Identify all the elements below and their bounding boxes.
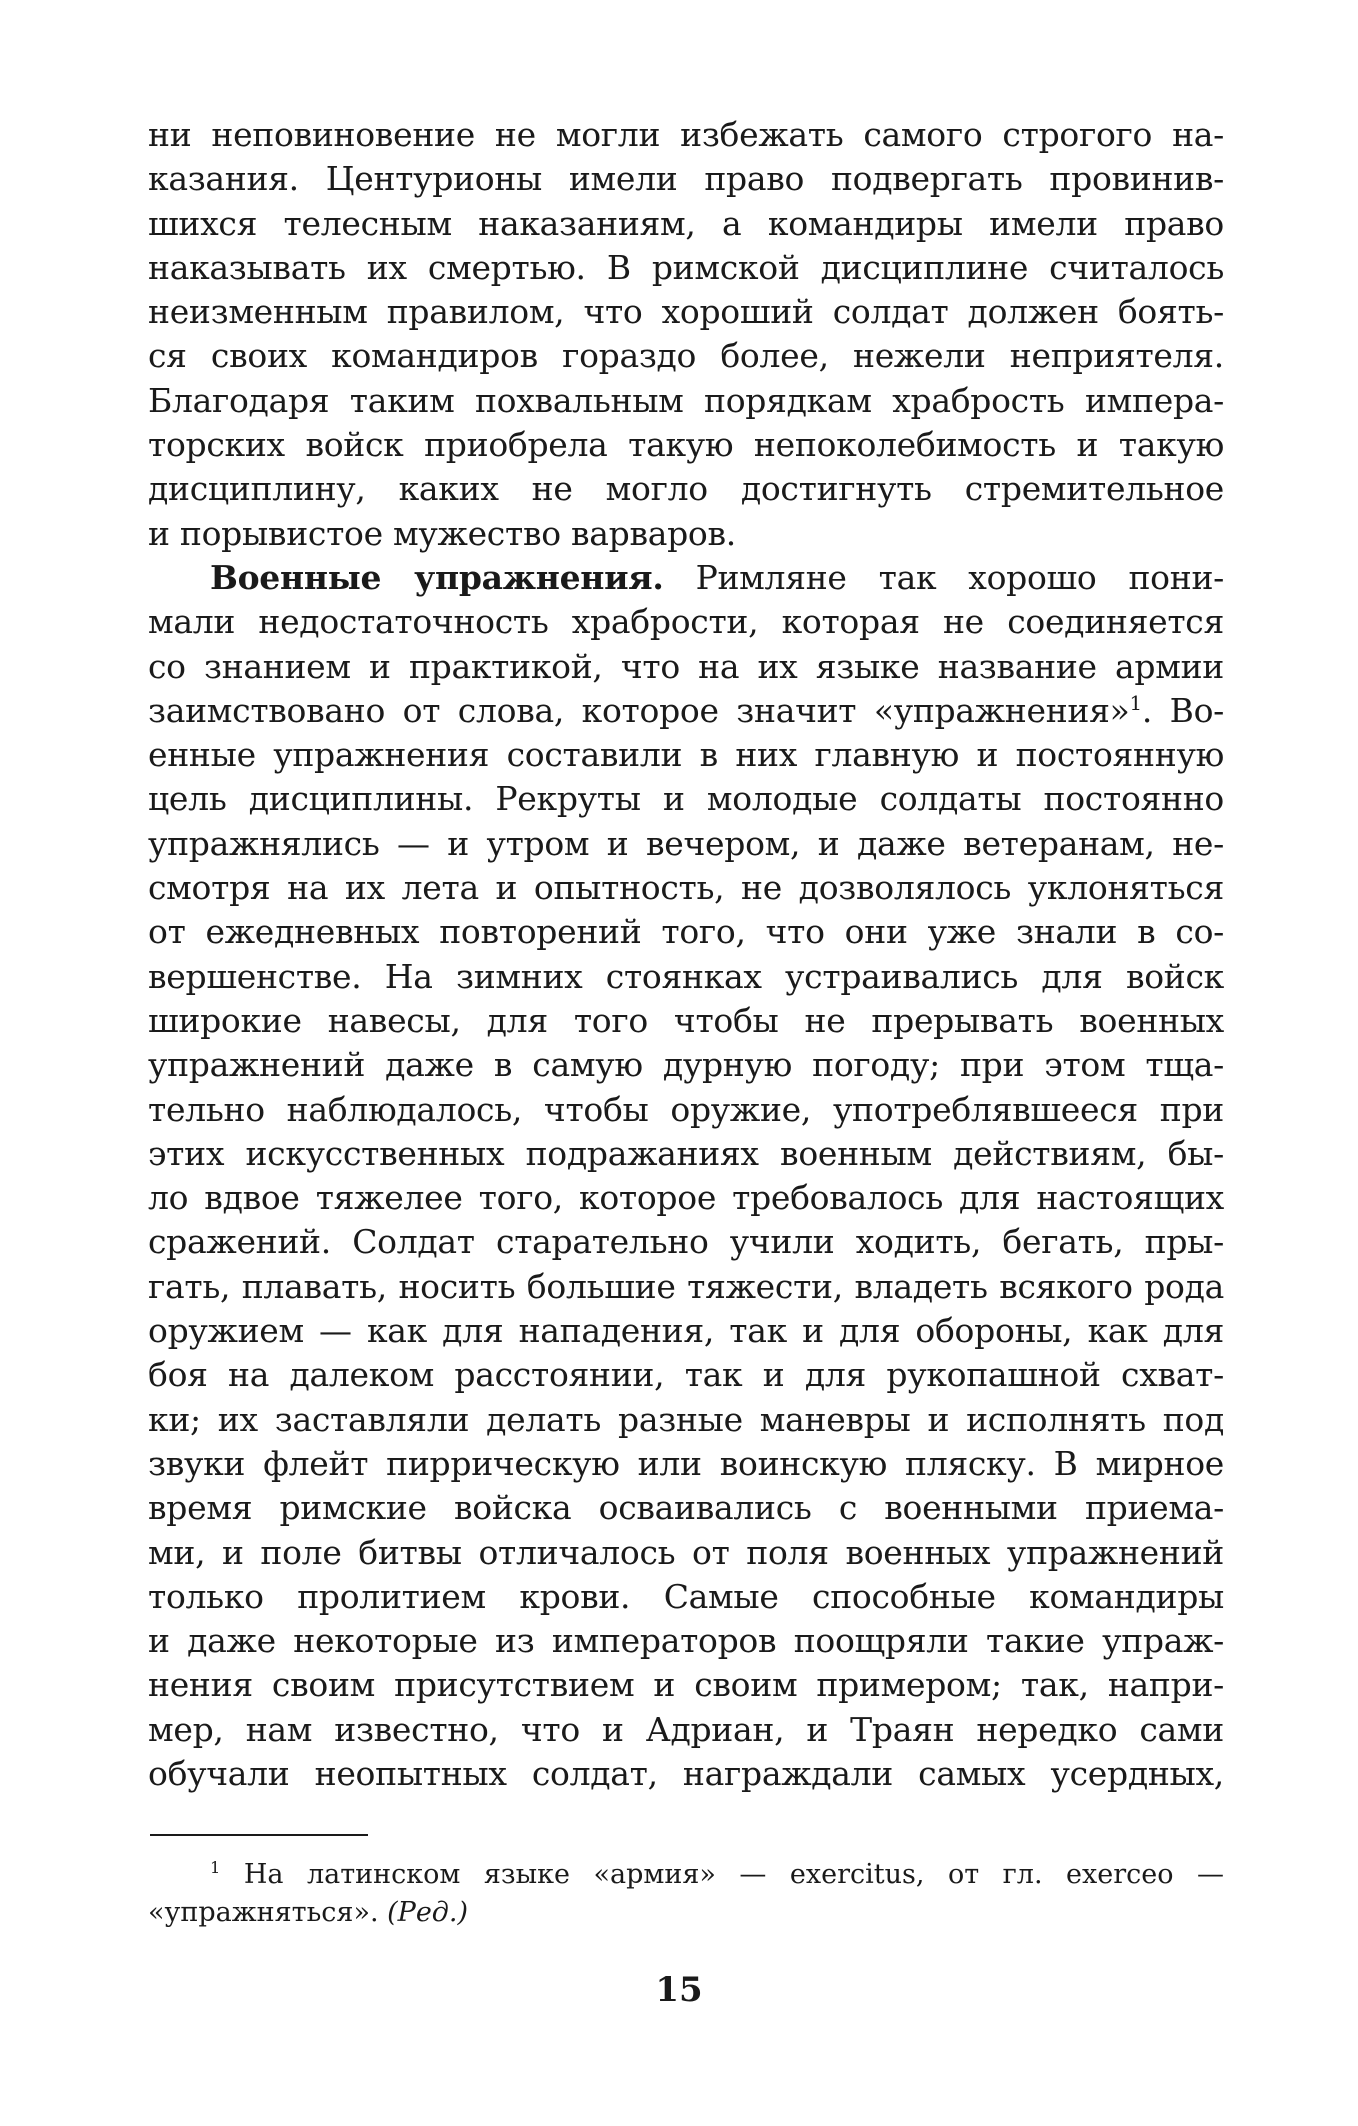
- text-run: . Во-: [1141, 690, 1224, 730]
- text-line: ни неповиновение не могли избежать самого строгого на-: [148, 115, 1224, 154]
- text-line: ло вдвое тяжелее того, которое требовалось для настоящих: [148, 1178, 1224, 1218]
- page-number: 15: [655, 1970, 703, 2010]
- text-line: упражнялись — и утром и вечером, и даже ветеранам, не-: [148, 823, 1224, 863]
- text-line: обучали неопытных солдат, награждали самых усердных,: [148, 1753, 1224, 1793]
- text-line: смотря на их лета и опытность, не дозволялось уклоняться: [148, 868, 1224, 908]
- text-line: дисциплину, каких не могло достигнуть стремительное: [148, 469, 1224, 509]
- text-line: вершенстве. На зимних стоянках устраивались для войск: [148, 956, 1224, 996]
- text-line: широкие навесы, для того чтобы не прерывать военных: [148, 1000, 1224, 1040]
- text-line: наказывать их смертью. В римской дисциплине считалось: [148, 247, 1224, 287]
- text-line: со знанием и практикой, что на их языке название армии: [148, 646, 1224, 686]
- footnote: [148, 1856, 1224, 1932]
- text-line: от ежедневных повторений того, что они уже знали в со-: [148, 912, 1224, 952]
- text-line: казания. Центурионы имели право подвергать провинив-: [148, 159, 1224, 199]
- text-run: заимствовано от слова, которое значит «упражнения»: [148, 690, 1130, 730]
- text-line: ми, и поле битвы отличалось от поля военных упражнений: [148, 1532, 1224, 1572]
- text-line: этих искусственных подражаниях военным действиям, бы-: [148, 1133, 1224, 1173]
- text-line: торских войск приобрела такую непоколебимость и такую: [148, 425, 1224, 465]
- text-line: мали недостаточность храбрости, которая не соединяется: [148, 602, 1224, 642]
- text-line: звуки флейт пиррическую или воинскую пляску. В мирное: [148, 1443, 1224, 1483]
- footnote-text: На латинском языке «армия» — exercitus, от гл. exerceo —: [243, 1859, 1224, 1890]
- editor-note: (Ред.): [387, 1897, 469, 1928]
- text-line: упражнений даже в самую дурную погоду; при этом тща-: [148, 1045, 1224, 1085]
- text-run: Римляне так хорошо пони-: [663, 557, 1224, 597]
- text-line: неизменным правилом, что хороший солдат должен боять-: [148, 292, 1224, 332]
- text-line: тельно наблюдалось, чтобы оружие, употреблявшееся при: [148, 1089, 1224, 1129]
- text-line: и даже некоторые из императоров поощряли такие упраж-: [148, 1621, 1224, 1661]
- text-line: ся своих командиров гораздо более, нежели неприятеля.: [148, 336, 1224, 376]
- section-heading: Военные упражнения.: [210, 557, 664, 597]
- text-line: Благодаря таким похвальным порядкам храбрость импера-: [148, 380, 1224, 420]
- paragraph-heading-line: [148, 556, 1224, 600]
- text-line: цель дисциплины. Рекруты и молодые солдаты постоянно: [148, 779, 1224, 819]
- text-line-with-footnote: [148, 689, 1224, 733]
- footnote-line: [148, 1856, 1224, 1894]
- footnote-divider: [150, 1834, 368, 1836]
- text-line: мер, нам известно, что и Адриан, и Траян нередко сами: [148, 1709, 1224, 1749]
- text-line: боя на далеком расстоянии, так и для рукопашной схват-: [148, 1355, 1224, 1395]
- footnote-line: [148, 1894, 1224, 1932]
- text-line: нения своим присутствием и своим примером; так, напри-: [148, 1665, 1224, 1705]
- text-line: енные упражнения составили в них главную и постоянную: [148, 735, 1224, 775]
- text-line: сражений. Солдат старательно учили ходить, бегать, пры-: [148, 1222, 1224, 1262]
- text-line: оружием — как для нападения, так и для обороны, как для: [148, 1311, 1224, 1351]
- text-line: гать, плавать, носить большие тяжести, владеть всякого рода: [148, 1266, 1224, 1306]
- footnote-reference: 1: [1129, 691, 1142, 715]
- text-line: время римские войска осваивались с военными приема-: [148, 1488, 1224, 1528]
- main-text: [148, 113, 1224, 1796]
- text-line: шихся телесным наказаниям, а командиры имели право: [148, 203, 1224, 243]
- footnote-marker: 1: [210, 1858, 221, 1877]
- text-line: только пролитием крови. Самые способные командиры: [148, 1576, 1224, 1616]
- footnote-text: «упражняться».: [148, 1897, 388, 1928]
- text-line: ки; их заставляли делать разные маневры и исполнять под: [148, 1399, 1224, 1439]
- text-line: и порывистое мужество варваров.: [148, 513, 736, 553]
